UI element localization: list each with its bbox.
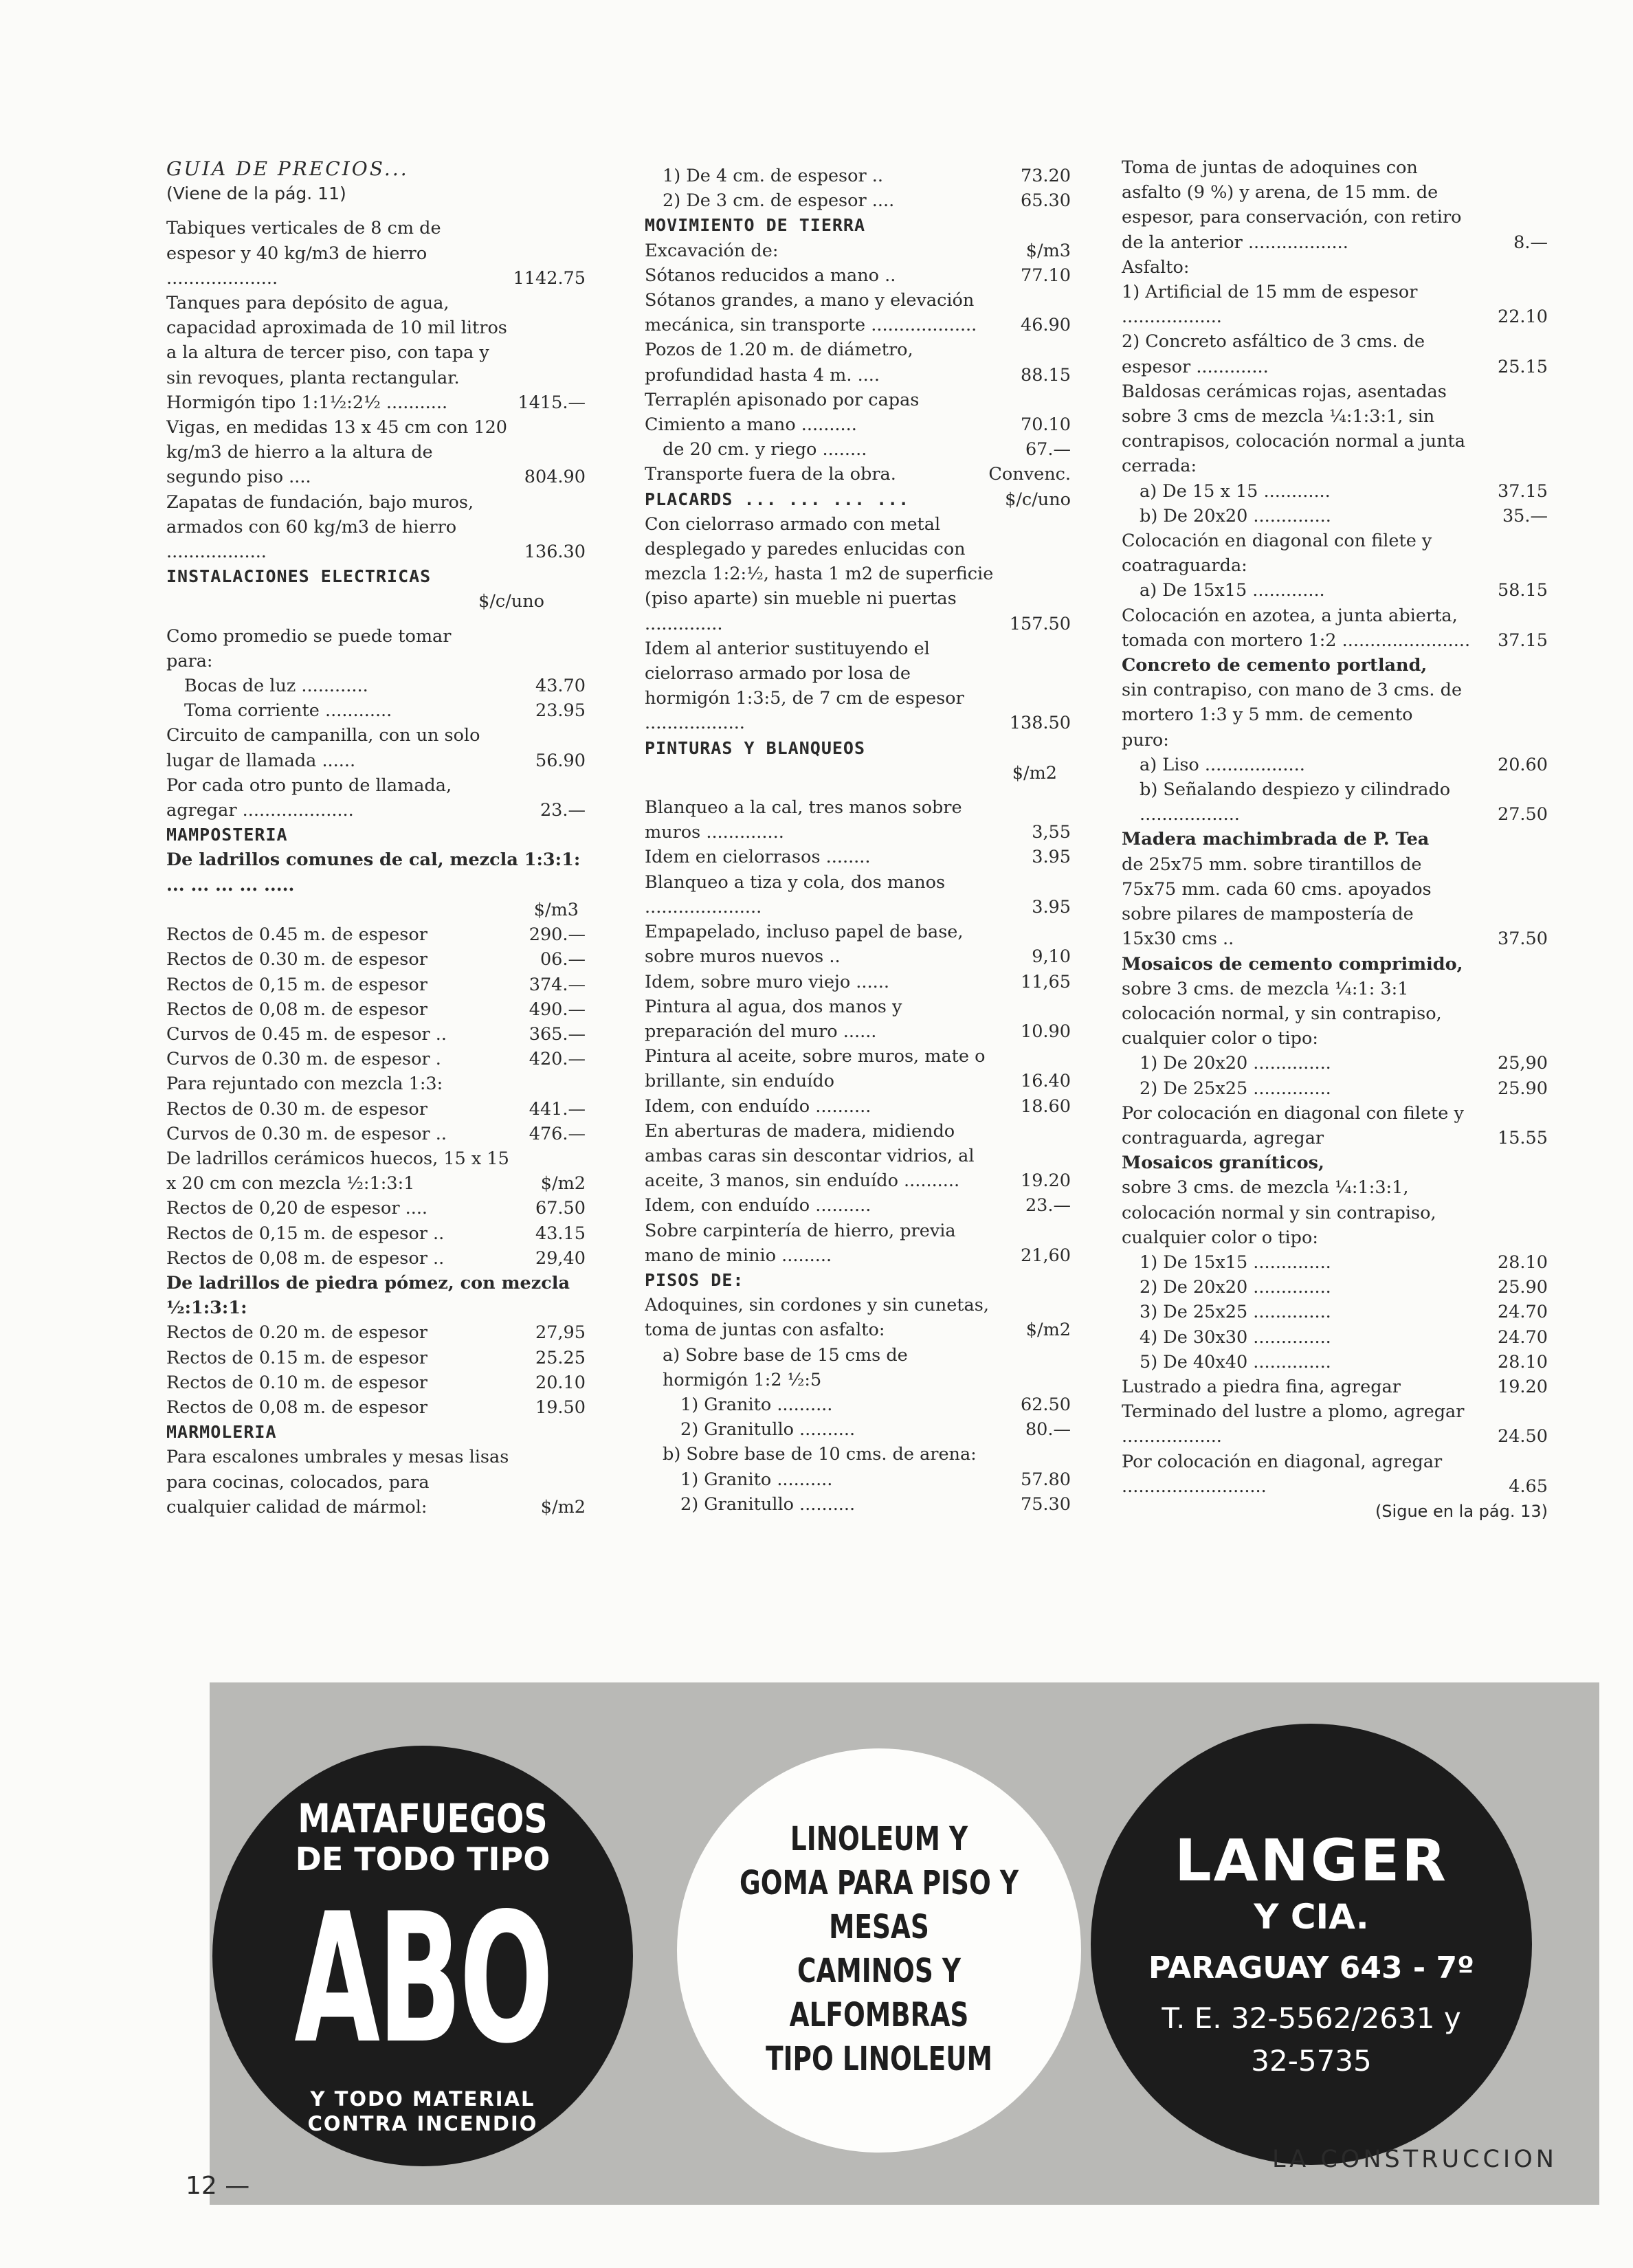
- price-row: Blanqueo a la cal, tres manos sobre muros .............. 3,55: [645, 797, 1071, 843]
- price-row: Curvos de 0.30 m. de espesor . 420.—: [166, 1049, 586, 1070]
- ad-line: CONTRA INCENDIO: [307, 2112, 538, 2135]
- price-row: Terminado del lustre a plomo, agregar .................. 24.50: [1122, 1401, 1548, 1447]
- ad-matafuegos-circle: [212, 1746, 633, 2166]
- price-row: 1) De 15x15 .............. 28.10: [1140, 1252, 1548, 1273]
- ad-phone: 32-5735: [1251, 2044, 1372, 2078]
- heading-mamposteria: MAMPOSTERIA: [166, 825, 288, 845]
- price-row: 2) Concreto asfáltico de 3 cms. de espesor ............. 25.15: [1122, 331, 1548, 377]
- subheading: Madera machimbrada de P. Tea: [1122, 829, 1430, 850]
- price-row: Curvos de 0.30 m. de espesor .. 476.—: [166, 1123, 586, 1144]
- price-row: b) Señalando despiezo y cilindrado .................. 27.50: [1140, 779, 1548, 825]
- ad-brand-abo: ABO: [294, 1876, 551, 2083]
- ad-line: ALFOMBRAS: [789, 1996, 969, 2034]
- price-row: Rectos de 0,15 m. de espesor 374.—: [166, 974, 586, 995]
- subheading: Concreto de cemento portland,: [1122, 655, 1428, 676]
- ad-line: TIPO LINOLEUM: [766, 2040, 992, 2078]
- price-row: Idem, con enduído .......... 18.60: [645, 1096, 1071, 1117]
- price-row: Pozos de 1.20 m. de diámetro, profundidad hasta 4 m. .... 88.15: [645, 340, 1071, 386]
- price-row: Toma de juntas de adoquines con asfalto (9 %) y arena, de 15 mm. de espesor, para conservación, con retiro de la anterior .................. 8.—: [1122, 157, 1548, 253]
- column-2: [645, 164, 1071, 1517]
- ad-line: Y TODO MATERIAL: [310, 2087, 535, 2111]
- subheading: b) Sobre base de 10 cms. de arena:: [663, 1444, 977, 1465]
- price-row: Rectos de 0.45 m. de espesor 290.—: [166, 924, 586, 946]
- price-row: de 25x75 mm. sobre tirantillos de 75x75 mm. cada 60 cms. apoyados sobre pilares de mampostería de 15x30 cms .. 37.50: [1122, 854, 1548, 950]
- ad-line: MATAFUEGOS: [298, 1795, 548, 1842]
- price-row: Idem en cielorrasos ........ 3.95: [645, 847, 1071, 868]
- subheading: De ladrillos de piedra pómez, con mezcla ½:1:3:1:: [166, 1272, 570, 1319]
- price-row: Terraplén apisonado por capas: [645, 389, 920, 410]
- unit-label: $/m2: [1012, 762, 1057, 783]
- price-row: a) Liso .................. 20.60: [1140, 754, 1548, 775]
- ad-langer-circle: [1091, 1724, 1532, 2165]
- intro-text: sin contrapiso, con mano de 3 cms. de mortero 1:3 y 5 mm. de cemento puro:: [1122, 680, 1463, 751]
- heading-instalaciones: INSTALACIONES ELECTRICAS: [166, 566, 432, 587]
- ad-line: GOMA PARA PISO Y: [740, 1864, 1019, 1902]
- price-row: Idem al anterior sustituyendo el cielorraso armado por losa de hormigón 1:3:5, de 7 cm de espesor .................. 138.50: [645, 638, 1071, 734]
- price-row: Idem, con enduído .......... 23.—: [645, 1195, 1071, 1216]
- column-1: [166, 157, 586, 1520]
- heading-movimiento: MOVIMIENTO DE TIERRA: [645, 215, 866, 236]
- heading-pinturas: PINTURAS Y BLANQUEOS: [645, 737, 866, 758]
- ad-brand-langer: LANGER: [1175, 1827, 1448, 1894]
- heading-placards-row: PLACARDS ... ... ... ... $/c/uno: [645, 489, 1071, 510]
- price-row: Cimiento a mano .......... 70.10: [645, 414, 1071, 436]
- price-row: Blanqueo a tiza y cola, dos manos ..................... 3.95: [645, 871, 1071, 918]
- ad-line: CAMINOS Y: [797, 1952, 961, 1990]
- price-row: 2) Granitullo .......... 80.—: [680, 1419, 1071, 1441]
- price-row: 2) Granitullo .......... 75.30: [680, 1493, 1071, 1515]
- price-row: Rectos de 0,08 m. de espesor .. 29,40: [166, 1247, 586, 1269]
- price-row: 3) De 25x25 .............. 24.70: [1140, 1302, 1548, 1323]
- price-row: Empapelado, incluso papel de base, sobre muros nuevos .. 9,10: [645, 922, 1071, 968]
- ad-phone: T. E. 32-5562/2631 y: [1162, 2001, 1461, 2035]
- price-row: Rectos de 0.10 m. de espesor 20.10: [166, 1372, 586, 1393]
- price-row-vigas: Vigas, en medidas 13 x 45 cm con 120 kg/m3 de hierro a la altura de segundo piso .... 804.90: [166, 417, 586, 488]
- price-row-zapatas: Zapatas de fundación, bajo muros, armados con 60 kg/m3 de hierro .................. 136.30: [166, 491, 586, 563]
- ad-linoleum-circle: [677, 1748, 1081, 2153]
- intro-text: sobre 3 cms. de mezcla ¼:1:3:1, colocación normal y sin contrapiso, cualquier color o tipo:: [1122, 1177, 1436, 1248]
- price-row: Colocación en azotea, a junta abierta, tomada con mortero 1:2 ....................... 37.15: [1122, 605, 1548, 651]
- price-row: Rectos de 0.20 m. de espesor 27,95: [166, 1322, 586, 1344]
- price-row: 1) Artificial de 15 mm de espesor .................. 22.10: [1122, 282, 1548, 328]
- price-row: Por colocación en diagonal, agregar .......................... 4.65: [1122, 1451, 1548, 1497]
- price-row: En aberturas de madera, midiendo ambas caras sin descontar vidrios, al aceite, 3 manos, sin enduído .......... 19.20: [645, 1120, 1071, 1192]
- intro-text: Como promedio se puede tomar para:: [166, 625, 452, 671]
- price-row: Lustrado a piedra fina, agregar 19.20: [1122, 1376, 1548, 1397]
- ad-line: DE TODO TIPO: [295, 1841, 551, 1878]
- price-row: 1) De 20x20 .............. 25,90: [1140, 1053, 1548, 1074]
- continued-from-note: (Viene de la pág. 11): [166, 184, 346, 204]
- price-row: Rectos de 0,20 de espesor .... 67.50: [166, 1198, 586, 1219]
- heading-marmoleria: MARMOLERIA: [166, 1422, 277, 1443]
- price-row-tabiques: Tabiques verticales de 8 cm de espesor y 40 kg/m3 de hierro .................... 1142.75: [166, 218, 586, 289]
- section-title: GUIA DE PRECIOS...: [166, 157, 409, 180]
- price-row: Excavación de: $/m3: [645, 240, 1071, 261]
- price-row-tanques: Tanques para depósito de agua, capacidad aproximada de 10 mil litros a la altura de tercer piso, con tapa y sin revoques, planta rectangular. Hormigón tipo 1:1½:2½ ........... 1415.—: [166, 293, 586, 413]
- heading-pisos: PISOS DE:: [645, 1269, 744, 1290]
- price-row: 4) De 30x30 .............. 24.70: [1140, 1326, 1548, 1348]
- ad-line: LINOLEUM Y: [790, 1820, 968, 1858]
- price-row: Por colocación en diagonal con filete y contraguarda, agregar 15.55: [1122, 1102, 1548, 1148]
- price-row: Sobre carpintería de hierro, previa mano de minio ......... 21,60: [645, 1220, 1071, 1266]
- price-row: Por cada otro punto de llamada, agregar .................... 23.—: [166, 775, 586, 821]
- price-row: Rectos de 0.30 m. de espesor 06.—: [166, 949, 586, 970]
- price-row: Sótanos grandes, a mano y elevación mecánica, sin transporte ................... 46.90: [645, 290, 1071, 336]
- page-number: 12 —: [186, 2172, 250, 2200]
- price-row: 1) Granito .......... 57.80: [680, 1469, 1071, 1490]
- price-row: 5) De 40x40 .............. 28.10: [1140, 1351, 1548, 1372]
- column-3: [1122, 155, 1548, 1524]
- intro-text: sobre 3 cms. de mezcla ¼:1: 3:1 colocación normal, y sin contrapiso, cualquier color o tipo:: [1122, 978, 1442, 1049]
- ad-address: PARAGUAY 643 - 7º: [1148, 1950, 1474, 1986]
- magazine-name: LA CONSTRUCCION: [1271, 2146, 1557, 2173]
- subheading: Colocación en diagonal con filete y coatraguarda:: [1122, 531, 1432, 577]
- price-row: Pintura al agua, dos manos y preparación del muro ...... 10.90: [645, 996, 1071, 1042]
- subheading: Mosaicos de cemento comprimido,: [1122, 953, 1463, 975]
- subheading: Para rejuntado con mezcla 1:3:: [166, 1074, 443, 1095]
- subheading: Asfalto:: [1122, 256, 1190, 278]
- price-row: De ladrillos cerámicos huecos, 15 x 15 x 20 cm con mezcla ½:1:3:1 $/m2: [166, 1148, 586, 1194]
- price-row: Con cielorraso armado con metal desplegado y paredes enlucidas con mezcla 1:2:½, hasta 1 m2 de superficie (piso aparte) sin mueble ni puertas .............. 157.50: [645, 513, 1071, 634]
- price-row: Rectos de 0,08 m. de espesor 490.—: [166, 999, 586, 1020]
- price-row: Sótanos reducidos a mano .. 77.10: [645, 265, 1071, 286]
- price-row: Rectos de 0.30 m. de espesor 441.—: [166, 1098, 586, 1120]
- price-row: Pintura al aceite, sobre muros, mate o brillante, sin enduído 16.40: [645, 1046, 1071, 1092]
- price-row: 2) De 20x20 .............. 25.90: [1140, 1277, 1548, 1298]
- subheading: De ladrillos comunes de cal, mezcla 1:3:1: ... ... ... ... .....: [166, 849, 581, 896]
- price-row: Transporte fuera de la obra. Convenc.: [645, 464, 1071, 485]
- price-row: a) De 15 x 15 ............ 37.15: [1140, 480, 1548, 502]
- price-row: Bocas de luz ............ 43.70: [184, 676, 586, 697]
- price-row: 2) De 25x25 .............. 25.90: [1140, 1078, 1548, 1099]
- price-row: Rectos de 0,15 m. de espesor .. 43.15: [166, 1223, 586, 1244]
- continued-note: (Sigue en la pág. 13): [1375, 1501, 1548, 1521]
- price-row: Curvos de 0.45 m. de espesor .. 365.—: [166, 1023, 586, 1045]
- price-row: Rectos de 0,08 m. de espesor 19.50: [166, 1397, 586, 1418]
- advertisement-banner: [210, 1682, 1599, 2205]
- unit-label: $/m3: [533, 899, 579, 920]
- price-row: Idem, sobre muro viejo ...... 11,65: [645, 971, 1071, 992]
- price-row: Adoquines, sin cordones y sin cunetas, toma de juntas con asfalto: $/m2: [645, 1295, 1071, 1341]
- ad-line: Y CIA.: [1254, 1897, 1369, 1937]
- price-row: Circuito de campanilla, con un solo lugar de llamada ...... 56.90: [166, 725, 586, 771]
- price-row: Rectos de 0.15 m. de espesor 25.25: [166, 1347, 586, 1368]
- price-row: Toma corriente ............ 23.95: [184, 700, 586, 722]
- price-row: a) De 15x15 ............. 58.15: [1140, 580, 1548, 601]
- subheading: Mosaicos graníticos,: [1122, 1153, 1324, 1174]
- subheading: a) Sobre base de 15 cms de hormigón 1:2 ½:5: [663, 1344, 908, 1390]
- price-row: de 20 cm. y riego ........ 67.—: [663, 439, 1071, 460]
- price-row: 2) De 3 cm. de espesor .... 65.30: [663, 190, 1071, 212]
- price-row: 1) Granito .......... 62.50: [680, 1394, 1071, 1415]
- price-row: 1) De 4 cm. de espesor .. 73.20: [663, 166, 1071, 186]
- ad-line: MESAS: [829, 1908, 929, 1946]
- subheading: Baldosas cerámicas rojas, asentadas sobre 3 cms de mezcla ¼:1:3:1, sin contrapisos, colocación normal a junta cerrada:: [1122, 381, 1465, 477]
- price-row: b) De 20x20 .............. 35.—: [1140, 505, 1548, 526]
- price-row: Para escalones umbrales y mesas lisas para cocinas, colocados, para cualquier calidad de mármol: $/m2: [166, 1447, 586, 1517]
- unit-label: $/c/uno: [478, 591, 544, 612]
